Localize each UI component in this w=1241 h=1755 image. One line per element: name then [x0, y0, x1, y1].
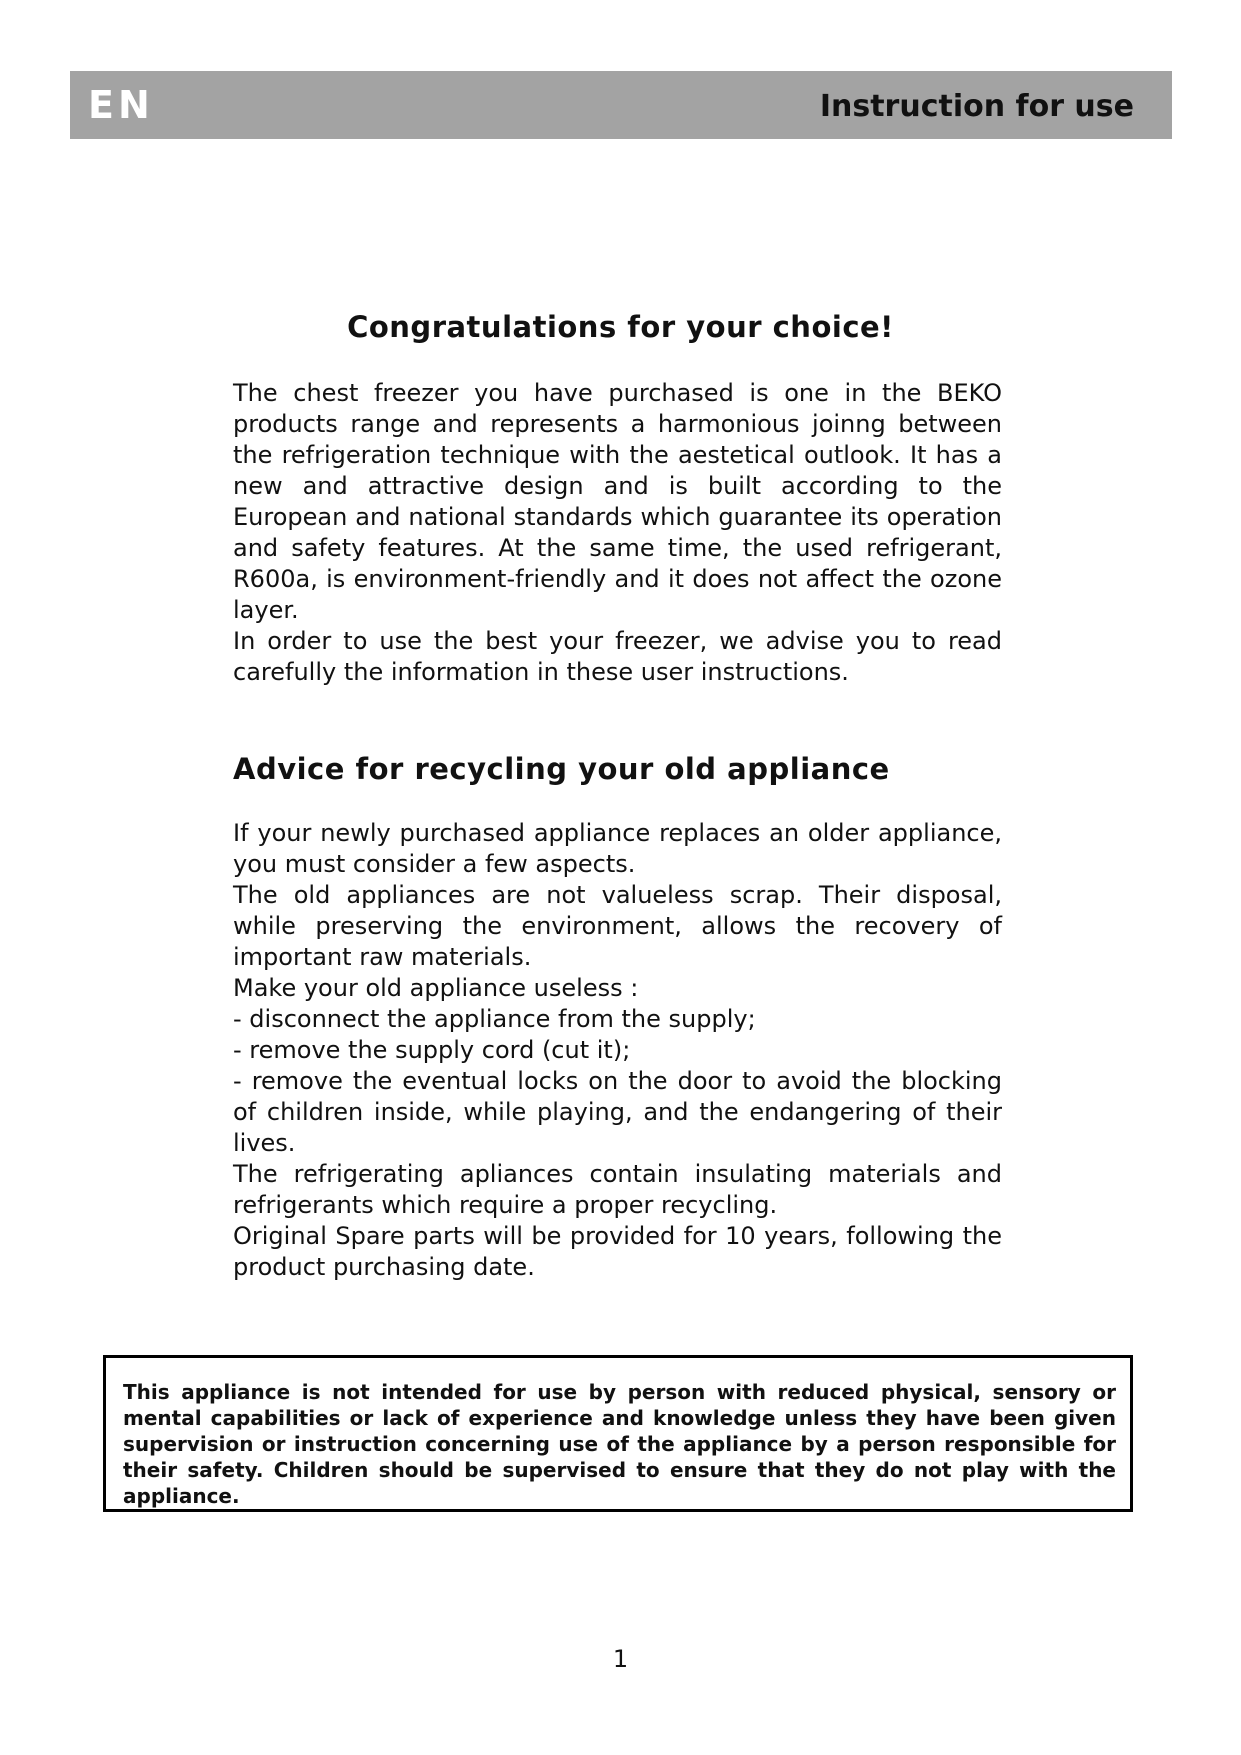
recycling-section: [233, 818, 1002, 1283]
intro-paragraph: The chest freezer you have purchased is one in the BEKO products range and represents a harmonious joinng between the refrigeration technique with the aestetical outlook. It has a new and attractive design and is built according to the European and national standards which guarantee its operation and safety features. At the same time, the used refrigerant, R600a, is environment-friendly and it does not affect the ozone layer.: [233, 379, 1002, 624]
recycling-list-item: - disconnect the appliance from the supply;: [233, 1005, 756, 1033]
safety-warning-box: [103, 1355, 1133, 1512]
page-number: 1: [612, 1645, 629, 1673]
intro-section: [233, 378, 1002, 688]
recycling-heading: Advice for recycling your old appliance: [233, 752, 890, 786]
recycling-list-item: - remove the supply cord (cut it);: [233, 1036, 631, 1064]
recycling-list-item: - remove the eventual locks on the door to avoid the blocking of children inside, while playing, and the endangering of their lives.: [233, 1067, 1002, 1157]
safety-warning-text: This appliance is not intended for use by person with reduced physical, sensory or mental capabilities or lack of experience and knowledge unless they have been given supervision or instruction concerning use of the appliance by a person responsible for their safety. Children should be supervised to ensure that they do not play with the appliance.: [123, 1380, 1116, 1508]
recycling-paragraph: Make your old appliance useless :: [233, 974, 639, 1002]
congratulations-heading: Congratulations for your choice!: [347, 310, 894, 344]
recycling-paragraph: The refrigerating apliances contain insulating materials and refrigerants which require a proper recycling.: [233, 1160, 1002, 1219]
recycling-paragraph: If your newly purchased appliance replaces an older appliance, you must consider a few aspects.: [233, 819, 1002, 878]
header-bar: [70, 71, 1172, 139]
language-code: EN: [88, 83, 154, 127]
header-title: Instruction for use: [819, 89, 1134, 124]
recycling-paragraph: The old appliances are not valueless scrap. Their disposal, while preserving the environment, allows the recovery of important raw materials.: [233, 881, 1002, 971]
intro-paragraph: In order to use the best your freezer, we advise you to read carefully the information in these user instructions.: [233, 627, 1002, 686]
recycling-paragraph: Original Spare parts will be provided for 10 years, following the product purchasing date.: [233, 1222, 1002, 1281]
